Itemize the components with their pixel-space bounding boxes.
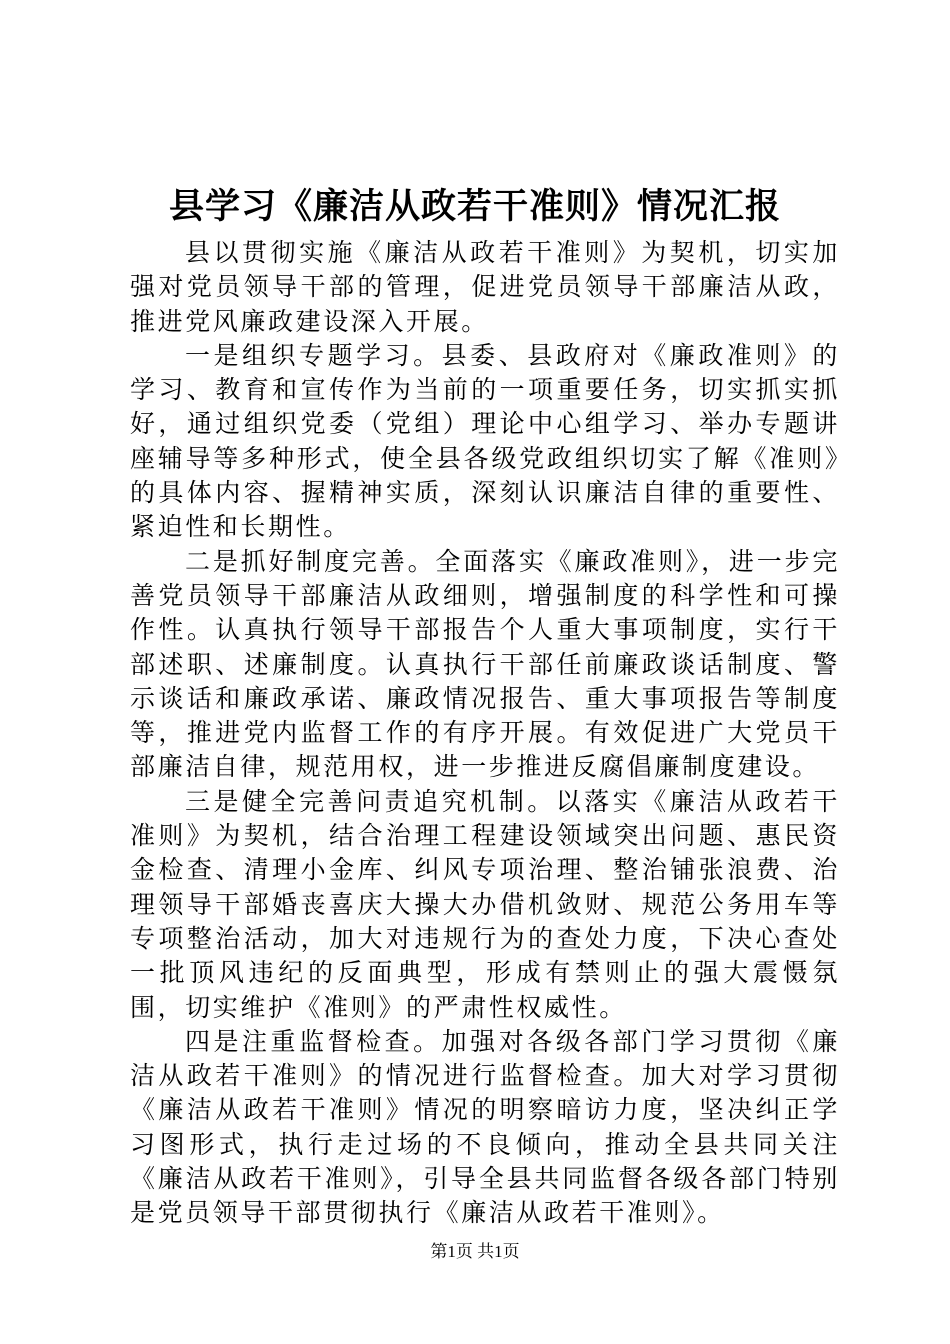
document-body xyxy=(130,236,840,1231)
document-title: 县学习《廉洁从政若干准则》情况汇报 xyxy=(168,186,781,227)
paragraph-accountability: 三是健全完善问责追究机制。以落实《廉洁从政若干准则》为契机，结合治理工程建设领域突出问题、惠民资金检查、清理小金库、纠风专项治理、整治铺张浪费、治理领导干部婚丧喜庆大操大办借机敛财、规范公务用车等专项整治活动，加大对违规行为的查处力度，下决心查处一批顶风违纪的反面典型，形成有禁则止的强大震慑氛围，切实维护《准则》的严肃性权威性。 xyxy=(130,786,840,1022)
paragraph-system: 二是抓好制度完善。全面落实《廉政准则》，进一步完善党员领导干部廉洁从政细则，增强制度的科学性和可操作性。认真执行领导干部报告个人重大事项制度，实行干部述职、述廉制度。认真执行干部任前廉政谈话制度、警示谈话和廉政承诺、廉政情况报告、重大事项报告等制度等，推进党内监督工作的有序开展。有效促进广大党员干部廉洁自律，规范用权，进一步推进反腐倡廉制度建设。 xyxy=(130,546,840,782)
paragraph-study: 一是组织专题学习。县委、县政府对《廉政准则》的学习、教育和宣传作为当前的一项重要任务，切实抓实抓好，通过组织党委（党组）理论中心组学习、举办专题讲座辅导等多种形式，使全县各级党政组织切实了解《准则》的具体内容、握精神实质，深刻认识廉洁自律的重要性、紧迫性和长期性。 xyxy=(130,340,840,542)
paragraph-supervision: 四是注重监督检查。加强对各级各部门学习贯彻《廉洁从政若干准则》的情况进行监督检查。加大对学习贯彻《廉洁从政若干准则》情况的明察暗访力度，坚决纠正学习图形式，执行走过场的不良倾向，推动全县共同关注《廉洁从政若干准则》，引导全县共同监督各级各部门特别是党员领导干部贯彻执行《廉洁从政若干准则》。 xyxy=(130,1026,840,1228)
page-footer: 第1页 共1页 xyxy=(430,1242,520,1261)
paragraph-intro: 县以贯彻实施《廉洁从政若干准则》为契机，切实加强对党员领导干部的管理，促进党员领导干部廉洁从政，推进党风廉政建设深入开展。 xyxy=(130,238,840,336)
